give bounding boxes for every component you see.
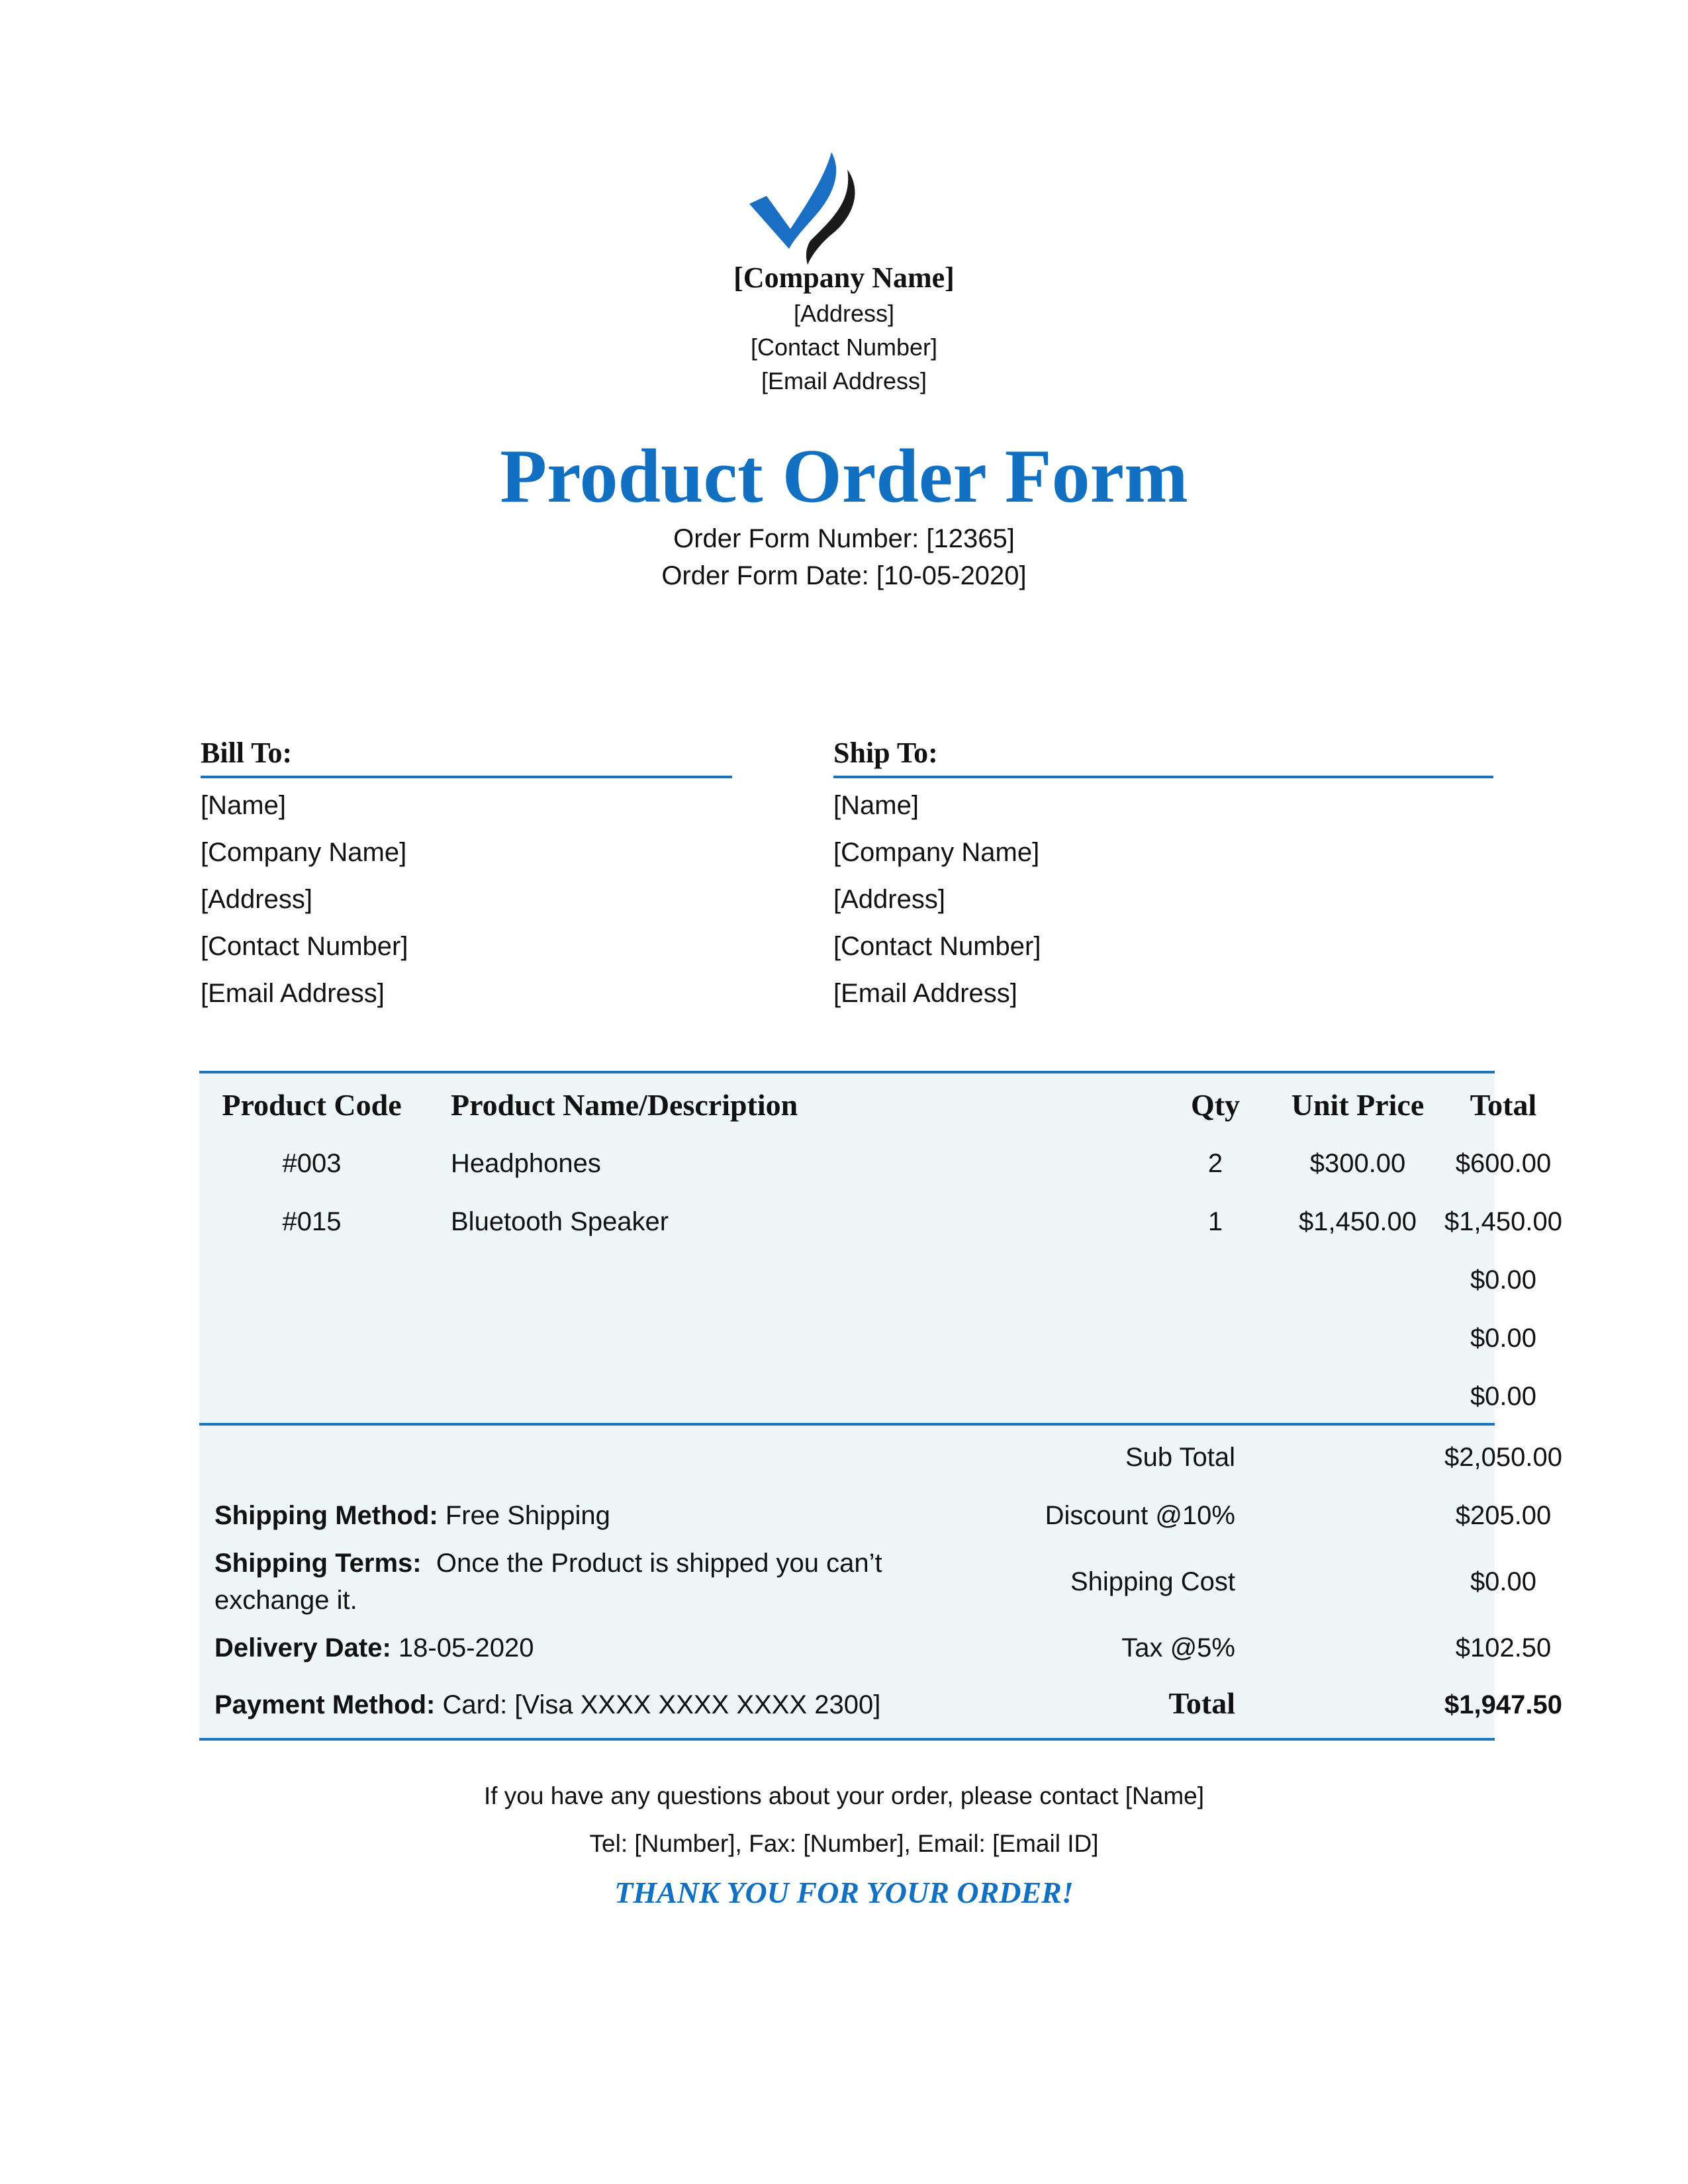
row2-unit-price: $1,450.00: [1299, 1207, 1417, 1236]
row4-total: $0.00: [1470, 1324, 1537, 1353]
bill-to-company: [Company Name]: [201, 838, 407, 867]
order-form-number: Order Form Number: [12365]: [673, 524, 1015, 553]
discount-value: $205.00: [1455, 1501, 1552, 1530]
bill-to-name: [Name]: [201, 791, 286, 820]
company-name: [Company Name]: [733, 261, 955, 294]
row5-total: $0.00: [1470, 1382, 1537, 1411]
row1-name: Headphones: [451, 1149, 601, 1178]
shipping-terms-value: Once the Product is shipped you can’t exchange it.: [214, 1549, 882, 1615]
order-table: [199, 1071, 1562, 1741]
row2-qty: 1: [1207, 1207, 1223, 1236]
header-product-name: Product Name/Description: [451, 1088, 798, 1122]
shipping-terms-label: Shipping Terms:: [214, 1549, 422, 1578]
shipping-method: [214, 1497, 1009, 1534]
table-divider: [199, 1423, 1495, 1426]
row1-qty: 2: [1207, 1149, 1223, 1178]
company-logo-checkmark-icon: [747, 150, 859, 266]
row2-name: Bluetooth Speaker: [451, 1207, 669, 1236]
header-unit-price: Unit Price: [1291, 1088, 1425, 1122]
company-contact-number: [Contact Number]: [750, 334, 938, 361]
ship-to-company: [Company Name]: [833, 838, 1040, 867]
shipping-method-value: Free Shipping: [445, 1501, 610, 1530]
footer-contact: Tel: [Number], Fax: [Number], Email: [Email ID]: [589, 1830, 1099, 1857]
company-email: [Email Address]: [761, 367, 927, 394]
order-form-date: Order Form Date: [10-05-2020]: [661, 561, 1027, 590]
row2-total: $1,450.00: [1444, 1207, 1562, 1236]
shipping-cost-label: Shipping Cost: [1070, 1567, 1235, 1596]
company-header: [0, 259, 1688, 398]
ship-to-name: [Name]: [833, 791, 919, 820]
bill-to-section: [201, 733, 732, 1017]
shipping-terms: [214, 1545, 943, 1619]
row3-total: $0.00: [1470, 1265, 1537, 1295]
thank-you-message: THANK YOU FOR YOUR ORDER!: [614, 1876, 1074, 1909]
tax-value: $102.50: [1455, 1633, 1552, 1662]
footer-questions: If you have any questions about your order, please contact [Name]: [483, 1782, 1205, 1809]
shipping-method-label: Shipping Method:: [214, 1501, 438, 1530]
subtotal-value: $2,050.00: [1444, 1443, 1562, 1472]
ship-to-section: [833, 733, 1493, 1017]
discount-label: Discount @10%: [1045, 1501, 1235, 1530]
shipping-cost-value: $0.00: [1470, 1567, 1537, 1596]
page-title: Product Order Form: [500, 434, 1188, 519]
footer: [0, 1772, 1688, 1868]
bill-to-address: [Address]: [201, 885, 312, 914]
delivery-date-value: 18-05-2020: [398, 1633, 534, 1662]
header-product-code: Product Code: [222, 1088, 402, 1122]
row1-code: #003: [282, 1149, 342, 1178]
bill-to-contact: [Contact Number]: [201, 932, 408, 961]
ship-to-address: [Address]: [833, 885, 945, 914]
row1-total: $600.00: [1455, 1149, 1552, 1178]
ship-to-contact: [Contact Number]: [833, 932, 1041, 961]
grand-total-label: Total: [1168, 1686, 1235, 1720]
delivery-date-label: Delivery Date:: [214, 1633, 391, 1662]
grand-total-value: $1,947.50: [1444, 1690, 1562, 1719]
bill-to-heading: Bill To:: [201, 733, 732, 778]
company-address: [Address]: [793, 300, 895, 327]
subtotal-label: Sub Total: [1125, 1443, 1235, 1472]
order-meta: [0, 520, 1688, 594]
ship-to-email: [Email Address]: [833, 979, 1017, 1008]
row1-unit-price: $300.00: [1309, 1149, 1406, 1178]
payment-method-value: Card: [Visa XXXX XXXX XXXX 2300]: [442, 1690, 881, 1719]
delivery-date: [214, 1629, 1009, 1666]
payment-method-label: Payment Method:: [214, 1690, 436, 1719]
ship-to-heading: Ship To:: [833, 733, 1493, 778]
payment-method: [214, 1686, 1009, 1723]
header-total: Total: [1470, 1088, 1537, 1122]
row2-code: #015: [282, 1207, 342, 1236]
tax-label: Tax @5%: [1121, 1633, 1235, 1662]
bill-to-email: [Email Address]: [201, 979, 385, 1008]
header-qty: Qty: [1190, 1088, 1241, 1122]
